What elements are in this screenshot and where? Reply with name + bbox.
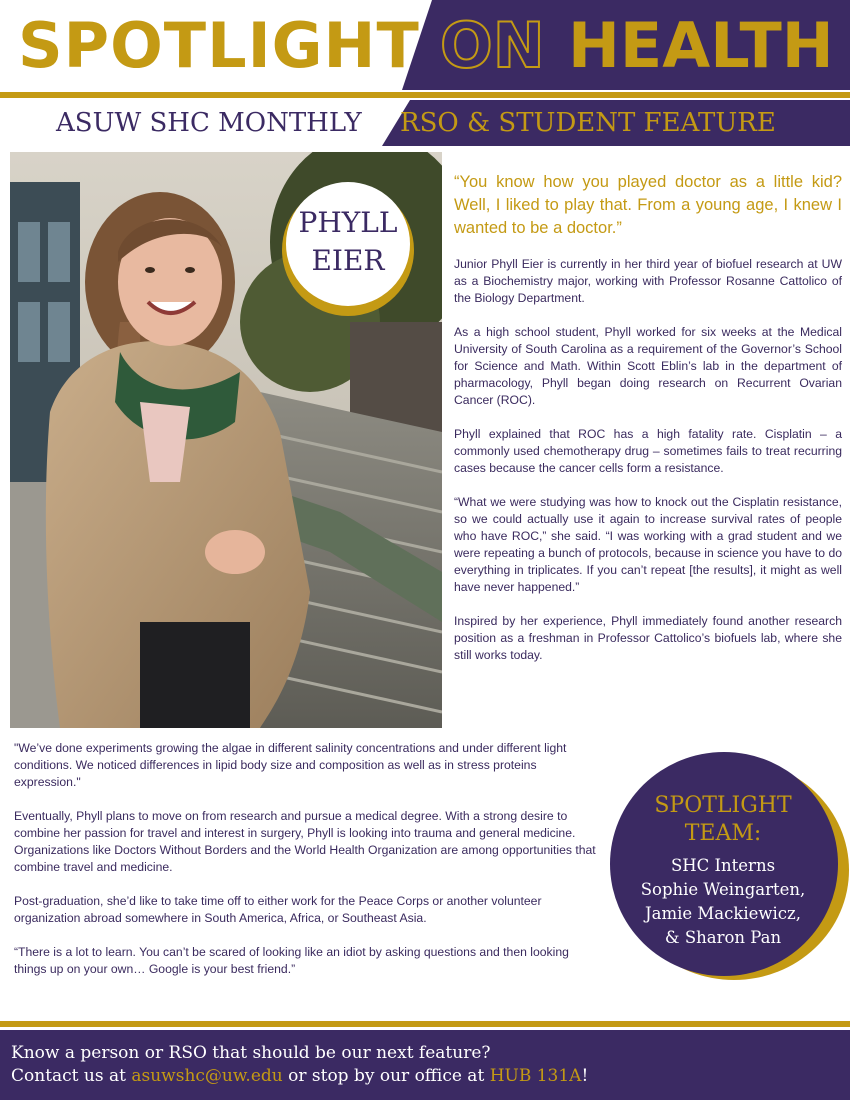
subtitle-monthly: ASUW SHC MONTHLY: [56, 108, 362, 138]
team-title-line: TEAM:: [684, 821, 762, 846]
footer-contact-end: !: [581, 1066, 589, 1086]
footer-contact-middle: or stop by our office at: [282, 1066, 490, 1086]
team-members: [608, 854, 838, 950]
article-paragraph: Junior Phyll Eier is currently in her third year of biofuel research at UW as a Biochemistry major, working with Professor Rosanne Cattolico of the Biology Department.: [454, 257, 842, 305]
footer-line-2: [11, 1065, 588, 1088]
footer-email-link[interactable]: asuwshc@uw.edu: [131, 1066, 283, 1086]
article-lower-column: [14, 740, 598, 995]
student-name-badge: [280, 182, 416, 318]
article-paragraph: As a high school student, Phyll worked for six weeks at the Medical University of South Carolina as a requirement of the Governor’s School for Science and Math. Within Scott Eblin’s lab in the department of pharmacology, Phyll began doing research on Recurrent Ovarian Cancer (ROC).: [454, 325, 842, 407]
footer-bar: [0, 1030, 850, 1100]
team-member: Sophie Weingarten,: [640, 880, 806, 899]
article-paragraph: “What we were studying was how to knock out the Cisplatin resistance, so we could actually use it again to increase survival rates of people who have ROC,” she said. “I was working with a grad student and we were repeating a bunch of protocols, because in science you have to do everything in triplicates. If you can’t repeat [the results], it might as well have never happened.”: [454, 495, 842, 594]
subtitle-feature: RSO & STUDENT FEATURE: [400, 108, 776, 138]
article-right-column: [454, 256, 842, 681]
article-paragraph: Inspired by her experience, Phyll immediately found another research position as a freshman in Professor Cattolico’s biofuels lab, where she still works today.: [454, 614, 842, 662]
article-paragraph: “There is a lot to learn. You can’t be scared of looking like an idiot by asking questions and then looking things up on your own… Google is your best friend.”: [14, 945, 569, 976]
title-spotlight: SPOTLIGHT: [18, 9, 420, 82]
student-last-name: EIER: [311, 244, 385, 277]
title-on: ON: [440, 9, 545, 82]
header-banner: [0, 0, 850, 150]
article-paragraph: Eventually, Phyll plans to move on from research and pursue a medical degree. With a strong desire to combine her passion for travel and interest in surgery, Phyll is looking into trauma and general medicine. Organizations like Doctors Without Borders and the World Health Organization are among opportunities that combine travel and medicine.: [14, 809, 596, 874]
article-paragraph: Phyll explained that ROC has a high fatality rate. Cisplatin – a commonly used chemotherapy drug – sometimes fails to treat recurring cases because the cancer cells form a resistance.: [454, 427, 842, 475]
team-member: SHC Interns: [670, 856, 776, 875]
footer-text: [11, 1042, 588, 1088]
team-member: & Sharon Pan: [664, 928, 782, 947]
team-member: Jamie Mackiewicz,: [645, 904, 801, 923]
footer-office-location: HUB 131A: [489, 1066, 582, 1086]
student-name: [280, 204, 416, 280]
title-health: HEALTH: [568, 9, 834, 82]
article-paragraph: Post-graduation, she’d like to take time off to either work for the Peace Corps or another volunteer organization abroad somewhere in South America, Africa, or Southeast Asia.: [14, 894, 542, 925]
spotlight-team-badge: [608, 750, 850, 982]
footer-line-1: Know a person or RSO that should be our next feature?: [11, 1043, 491, 1063]
team-title: [608, 792, 838, 848]
footer-divider: [0, 1021, 850, 1027]
footer-contact-prefix: Contact us at: [11, 1066, 132, 1086]
article-paragraph: "We’ve done experiments growing the algae in different salinity concentrations and under different light conditions. We noticed differences in lipid body size and composition as well as in stress proteins expression.": [14, 741, 567, 789]
pull-quote: “You know how you played doctor as a little kid? Well, I liked to play that. From a young age, I knew I wanted to be a doctor.”: [454, 173, 842, 237]
student-first-name: PHYLL: [298, 206, 398, 239]
team-title-line: SPOTLIGHT: [654, 793, 792, 818]
